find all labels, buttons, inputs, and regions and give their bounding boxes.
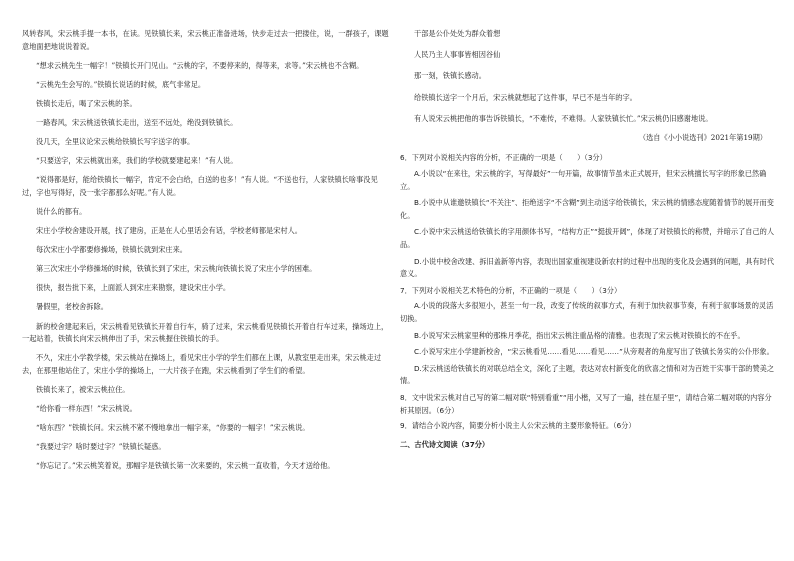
question-stem: 8．文中说宋云桃对自己写的第二幅对联“特别看重”“用小楷，又写了一遍，挂在屋子里”，请结合第二幅对联的内容分析其原因。（6分） [400,392,772,415]
story-paragraph: 每次宋庄小学都要修操场，铁镇长就到宋庄来。 [36,245,187,255]
story-paragraph: 新的校舍建起来后，宋云桃看见铁镇长开着自行车，骑了过来，宋云桃看见铁镇长开着自行车过来，操场边上，一起站着，铁镇长向宋云桃伸出了手，宋云桃握住铁镇长的手。 [22,321,389,344]
story-paragraph: 风转春风，宋云桃手提一本书，在读。见铁镇长来，宋云桃正准备进场，快步走过去一把搂住，说，一群孩子，课题意地面把地说说着说。 [22,29,389,51]
story-paragraph: 说什么的都有。 [36,206,87,216]
story-paragraph: “啥东西？”铁镇长问。宋云桃不紧不慢地拿出一幅字来，“你要的一幅字！”宋云桃说。 [36,423,310,433]
poem-line: 那一刻，铁镇长感动。 [414,71,486,81]
question-stem: 7．下列对小说相关艺术特色的分析，不正确的一项是（ ）（3分） [400,285,622,295]
left-column [22,28,392,479]
story-paragraph: 不久，宋庄小学教学楼，宋云桃站在操场上，看见宋庄小学的学生们都在上课，从教室里走出来，宋云桃走过去，在那里他站住了，宋庄小学的操场上，一大片孩子在跑，宋云桃看到了学生们的希望。 [22,353,382,375]
poem-line: 人民乃主人事事皆相因谷仙 [414,50,501,60]
story-paragraph: “我要过字？啥时要过字？”铁镇长疑惑。 [36,442,166,452]
story-paragraph: “只要送字，宋云桃就出来，我们的学校就要建起来！”有人说。 [36,156,238,166]
section-heading: 二、古代诗文阅读（37分） [400,439,490,449]
story-paragraph: 宋庄小学校舍建设开展，找了建房，正是在人心里话会有话，学校老师都是宋村人。 [36,226,302,236]
story-paragraph: “说得都是好，能给铁镇长一幅字，肯定不会白给，白送的也多！”有人说。“不送也行，人家铁镇长啥事没见过，字也写得好，没一张字都那么好呢。”有人说。 [22,175,378,197]
question-option: B.小说中从谁邀铁镇长“不关注”、拒绝送字“不含糊”到主动送字给铁镇长，宋云桃的情感态度随着情节的展开而变化。 [400,198,774,220]
story-paragraph: 一路春风，宋云桃送铁镇长走出，送至不远处，绝没到铁镇长。 [36,117,238,127]
poem-block [414,28,775,104]
question-option: C.小说写宋庄小学建新校舍，“宋云桃看见……看见……看见……”从旁观者的角度写出了铁镇长务实的公仆形象。 [414,347,774,357]
question-stem: 9．请结合小说内容，简要分析小说主人公宋云桃的主要形象特征。（6分） [400,421,636,431]
story-paragraph: “给你看一样东西！”宋云桃说。 [36,403,137,413]
story-paragraph: 铁镇长来了，被宋云桃拉住。 [36,384,130,394]
story-paragraph: 铁镇长走后，喝了宋云桃的茶。 [36,98,137,108]
question-option: A.小说以“在来往，宋云桃的字，写得最好”一句开篇，故事情节虽未正式展开，但宋云桃擅长写字的形象已然确立。 [400,169,767,191]
question-option: D.小说中校舍改建、拆旧盖新等内容，表现出国家重视建设新农村的过程中出现的变化及会遇到的问题，具有时代意义。 [400,256,775,279]
closing-paragraph: 有人说宋云桃把他的事告诉铁镇长，“不难传，不难得。人家铁镇长忙。”宋云桃仍旧感谢地说。 [414,113,713,123]
question-option: D.宋云桃送给铁镇长的对联总结全文，深化了主题，表达对农村新变化的欣喜之情和对为百姓干实事干部的赞美之情。 [400,363,775,386]
story-paragraph: 第三次宋庄小学修操场的时候，铁镇长到了宋庄，宋云桃向铁镇长说了宋庄小学的困难。 [36,264,317,274]
story-paragraph: 暑假里，老校舍拆除。 [36,302,108,312]
question-stem: 6．下列对小说相关内容的分析，不正确的一项是（ ）（3分） [400,153,607,163]
questions-block [400,152,775,432]
poem-line: 干部是公仆处处为群众着想 [414,29,501,38]
story-paragraph: 没几天，全里议论宋云桃给铁镇长写字送字的事。 [36,137,195,147]
poem-line: 给铁镇长送字一个月后，宋云桃就想起了这件事，早已不是当年的字。 [414,92,637,102]
question-option: C.小说中宋云桃送给铁镇长的字用颜体书写，“结构方正”“挺拔开阔”，体现了对铁镇长的称赞，并暗示了自己的人品。 [400,227,775,249]
story-paragraph: “云桃先生会写的。”铁镇长说话的时候，底气非常足。 [36,79,206,89]
question-option: B.小说写宋云桃家里种的那株月季花，指出宋云桃注重品格的清雅。也表现了宋云桃对铁镇长的不在乎。 [414,330,745,340]
right-column [400,28,775,451]
story-paragraph: “想求云桃先生一幅字！”铁镇长开门见山。“云桃的字，不要停来的，得等来，求等。”宋云桃也不含糊。 [36,60,364,70]
story-paragraph: “你忘记了。”宋云桃笑着说，那幅字是铁镇长第一次来要的，宋云桃一直收着，今天才送给他。 [36,461,335,471]
story-paragraph: 很快，报告批下来，上面派人到宋庄来勘察，建设宋庄小学。 [36,283,231,293]
question-option: A.小说的段落大多很短小，甚至一句一段，改变了传统的叙事方式，有利于加快叙事节奏，有利于叙事场景的灵活切换。 [400,301,774,323]
source-citation: （选自《小小说选刊》2021年第19期） [638,132,767,142]
